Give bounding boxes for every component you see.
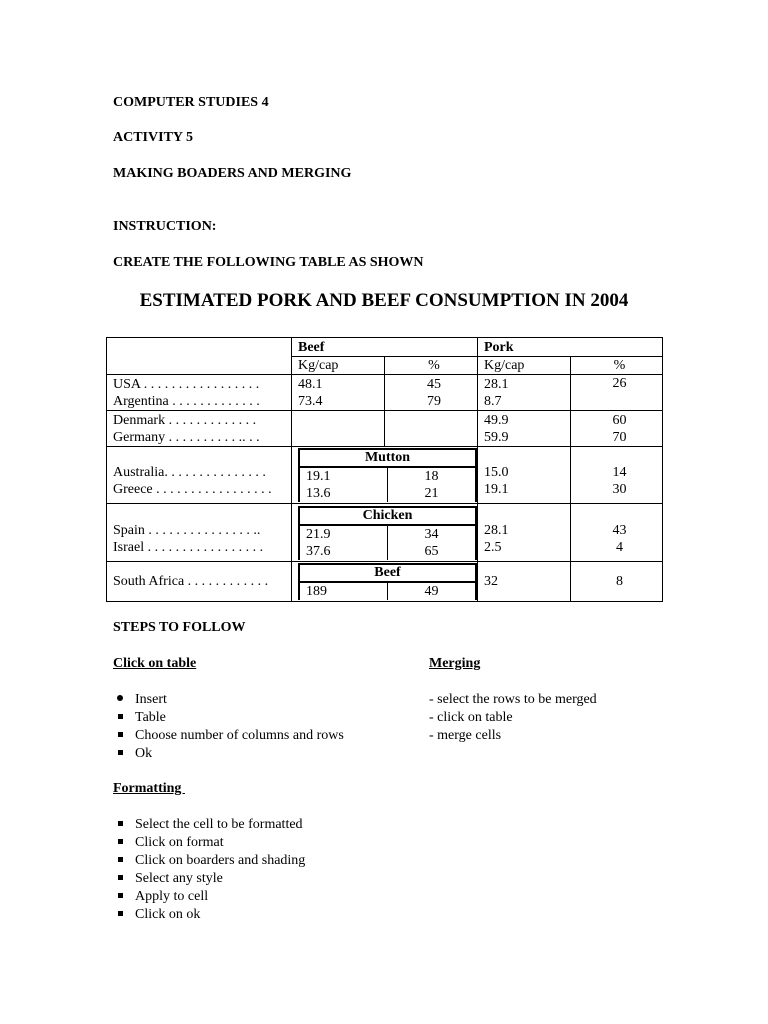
merging-heading: Merging xyxy=(429,656,481,671)
country-germany: Germany . . . . . . . . . . .. . . xyxy=(113,429,260,445)
list-item: - select the rows to be merged xyxy=(429,692,597,707)
argentina-beef-pct: 79 xyxy=(427,393,441,409)
greece-pork-kg: 19.1 xyxy=(484,482,509,497)
south-africa-pork-kg: 32 xyxy=(484,574,498,589)
argentina-beef-kg: 73.4 xyxy=(298,393,323,409)
argentina-pork-kg: 8.7 xyxy=(484,393,502,409)
table-row xyxy=(107,504,663,562)
course-heading: COMPUTER STUDIES 4 xyxy=(113,95,269,110)
australia-pork-kg: 15.0 xyxy=(484,465,509,480)
usa-pork-kg: 28.1 xyxy=(484,376,509,392)
square-bullet-icon xyxy=(113,906,127,924)
usa-beef-pct: 45 xyxy=(427,376,441,392)
greece-mutton-kg: 13.6 xyxy=(306,486,331,501)
country-israel: Israel . . . . . . . . . . . . . . . . . xyxy=(113,539,264,555)
topic-heading: MAKING BOADERS AND MERGING xyxy=(113,166,352,181)
denmark-pork-pct: 60 xyxy=(612,412,627,428)
usa-beef-kg: 48.1 xyxy=(298,376,323,392)
list-item: - click on table xyxy=(429,710,513,725)
country-argentina: Argentina . . . . . . . . . . . . . xyxy=(113,393,260,409)
denmark-pork-kg: 49.9 xyxy=(484,412,509,428)
country-south-africa: South Africa . . . . . . . . . . . . xyxy=(113,574,269,589)
activity-heading: ACTIVITY 5 xyxy=(113,130,193,145)
square-bullet-icon xyxy=(113,852,127,870)
country-usa: USA . . . . . . . . . . . . . . . . . xyxy=(113,376,260,392)
square-bullet-icon xyxy=(113,709,127,727)
israel-pork-pct: 4 xyxy=(616,539,623,555)
australia-mutton-kg: 19.1 xyxy=(306,469,331,484)
square-bullet-icon xyxy=(113,888,127,906)
south-africa-beef-kg: 189 xyxy=(306,584,327,599)
instruction-heading: INSTRUCTION: xyxy=(113,219,217,234)
beef-header: Beef xyxy=(292,338,478,357)
mutton-header: Mutton xyxy=(299,449,476,467)
spain-chicken-kg: 21.9 xyxy=(306,526,331,542)
country-australia: Australia. . . . . . . . . . . . . . . xyxy=(113,465,266,480)
click-on-table-heading: Click on table xyxy=(113,656,197,671)
table-row xyxy=(107,447,663,504)
list-item: Choose number of columns and rows xyxy=(113,727,344,745)
round-bullet-icon xyxy=(113,691,127,709)
table-row xyxy=(107,562,663,602)
usa-pork-pct: 26 xyxy=(612,376,627,391)
greece-pork-pct: 30 xyxy=(612,482,627,497)
steps-heading: STEPS TO FOLLOW xyxy=(113,620,246,635)
empty-cell xyxy=(385,411,478,447)
israel-chicken-kg: 37.6 xyxy=(306,543,331,559)
list-item: Insert xyxy=(113,691,344,709)
country-spain: Spain . . . . . . . . . . . . . . . .. xyxy=(113,522,261,538)
chicken-block xyxy=(292,504,478,562)
formatting-heading: Formatting xyxy=(113,781,185,796)
instruction-text: CREATE THE FOLLOWING TABLE AS SHOWN xyxy=(113,255,424,270)
corner-cell xyxy=(107,338,292,375)
list-item: - merge cells xyxy=(429,728,502,743)
israel-pork-kg: 2.5 xyxy=(484,539,502,555)
beef-pct-header: % xyxy=(385,357,478,375)
country-denmark: Denmark . . . . . . . . . . . . . xyxy=(113,412,257,428)
table-row xyxy=(107,375,663,411)
square-bullet-icon xyxy=(113,834,127,852)
list-item: Select any style xyxy=(113,870,305,888)
list-item: Apply to cell xyxy=(113,888,305,906)
spain-pork-kg: 28.1 xyxy=(484,522,509,538)
pork-pct-header: % xyxy=(571,357,663,375)
square-bullet-icon xyxy=(113,727,127,745)
click-steps-list xyxy=(113,691,344,763)
germany-pork-pct: 70 xyxy=(612,429,627,445)
pork-header: Pork xyxy=(478,338,663,357)
list-item: Click on boarders and shading xyxy=(113,852,305,870)
square-bullet-icon xyxy=(113,816,127,834)
australia-mutton-pct: 18 xyxy=(424,469,439,484)
chicken-header: Chicken xyxy=(299,507,476,525)
australia-pork-pct: 14 xyxy=(612,465,627,480)
table-title: ESTIMATED PORK AND BEEF CONSUMPTION IN 2004 xyxy=(139,290,629,311)
formatting-steps-list xyxy=(113,816,305,924)
south-africa-pork-pct: 8 xyxy=(616,574,623,589)
beef-kgcap-header: Kg/cap xyxy=(292,357,385,375)
spain-chicken-pct: 34 xyxy=(424,526,439,542)
square-bullet-icon xyxy=(113,870,127,888)
israel-chicken-pct: 65 xyxy=(424,543,439,559)
south-africa-beef-pct: 49 xyxy=(424,584,439,599)
list-item: Ok xyxy=(113,745,344,763)
table-row xyxy=(107,411,663,447)
pork-kgcap-header: Kg/cap xyxy=(478,357,571,375)
spain-pork-pct: 43 xyxy=(612,522,627,538)
empty-cell xyxy=(292,411,385,447)
greece-mutton-pct: 21 xyxy=(424,486,439,501)
square-bullet-icon xyxy=(113,745,127,763)
list-item: Table xyxy=(113,709,344,727)
consumption-table xyxy=(106,337,663,602)
germany-pork-kg: 59.9 xyxy=(484,429,509,445)
list-item: Click on ok xyxy=(113,906,305,924)
list-item: Click on format xyxy=(113,834,305,852)
merging-steps-list xyxy=(429,691,597,745)
beef-block xyxy=(292,562,478,602)
mutton-block xyxy=(292,447,478,504)
list-item: Select the cell to be formatted xyxy=(113,816,305,834)
country-greece: Greece . . . . . . . . . . . . . . . . . xyxy=(113,482,272,497)
beef-subheader: Beef xyxy=(299,564,476,582)
